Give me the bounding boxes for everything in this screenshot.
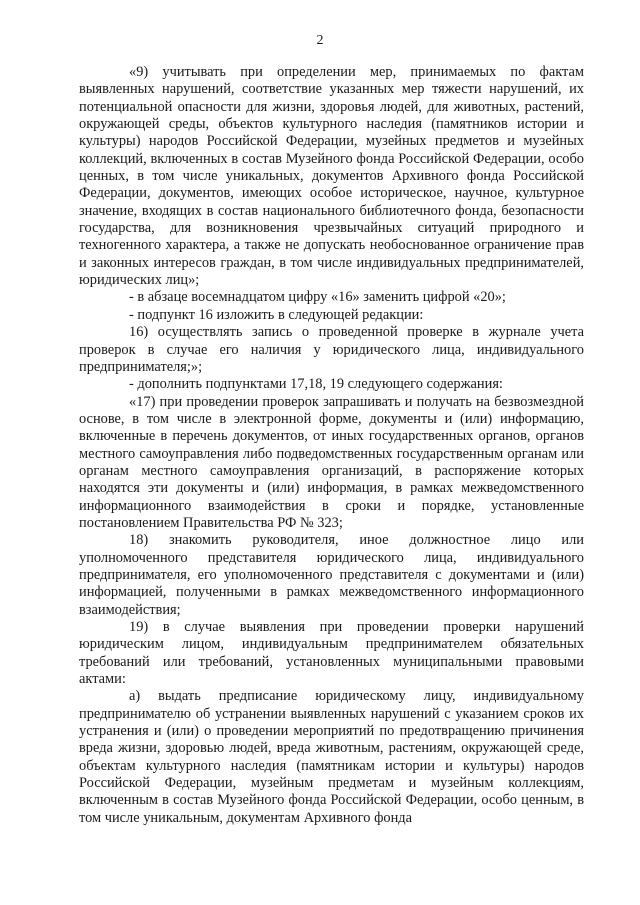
paragraph-item-16: 16) осуществлять запись о проведенной проверке в журнале учета проверок в случае его наличия у юридического лица, индивидуального предпринимателя;»; <box>79 324 584 375</box>
paragraph-item-19: 19) в случае выявления при проведении проверки нарушений юридическим лицом, индивидуальным предпринимателем обязательных требований или требований, установленных муниципальными правовыми актами: <box>79 619 584 688</box>
document-body <box>79 64 584 827</box>
paragraph-add-subitems: - дополнить подпунктами 17,18, 19 следующего содержания: <box>129 376 503 393</box>
paragraph-amend-abzac-18: - в абзаце восемнадцатом цифру «16» заменить цифрой «20»; <box>129 289 506 306</box>
paragraph-amend-subitem-16: - подпункт 16 изложить в следующей редакции: <box>129 306 424 323</box>
paragraph-item-19a: а) выдать предписание юридическому лицу, индивидуальному предпринимателю об устранении выявленных нарушений с указанием сроков их устранения и (или) о проведении мероприятий по предотвращению причинения вреда жизни, здоровью людей, вреда животным, растениям, окружающей среде, объектам культурного наследия (памятникам истории и культуры) народов Российской Федерации, музейным предметам и музейным коллекциям, включенным в состав Музейного фонда Российской Федерации, особо ценным, в том числе уникальным, документам Архивного фонда <box>79 688 584 826</box>
paragraph-item-9: «9) учитывать при определении мер, принимаемых по фактам выявленных нарушений, соответствие указанных мер тяжести нарушений, их потенциальной опасности для жизни, здоровья людей, для животных, растений, окружающей среды, объектов культурного наследия (памятников истории и культуры) народов Российской Федерации, музейных предметов и музейных коллекций, включенных в состав Музейного фонда Российской Федерации, особо ценных, в том числе уникальных, документов Архивного фонда Российской Федерации, документов, имеющих особое историческое, научное, культурное значение, входящих в состав национального библиотечного фонда, безопасности государства, для возникновения чрезвычайных ситуаций природного и техногенного характера, а также не допускать необоснованное ограничение прав и законных интересов граждан, в том числе индивидуальных предпринимателей, юридических лиц»; <box>79 64 584 289</box>
paragraph-item-18: 18) знакомить руководителя, иное должностное лицо или уполномоченного представителя юридического лица, индивидуального предпринимателя, его уполномоченного представителя с документами и (или) информацией, полученными в рамках межведомственного информационного взаимодействия; <box>79 532 584 618</box>
paragraph-item-17: «17) при проведении проверок запрашивать и получать на безвозмездной основе, в том числе в электронной форме, документы и (или) информацию, включенные в перечень документов, от иных государственных органов, органов местного самоуправления либо подведомственных государственным органам или органам местного самоуправления организаций, в распоряжение которых находятся эти документы и (или) информация, в рамках межведомственного информационного взаимодействия в сроки и порядке, установленные постановлением Правительства РФ № 323; <box>79 393 584 531</box>
page-number: 2 <box>316 33 324 48</box>
